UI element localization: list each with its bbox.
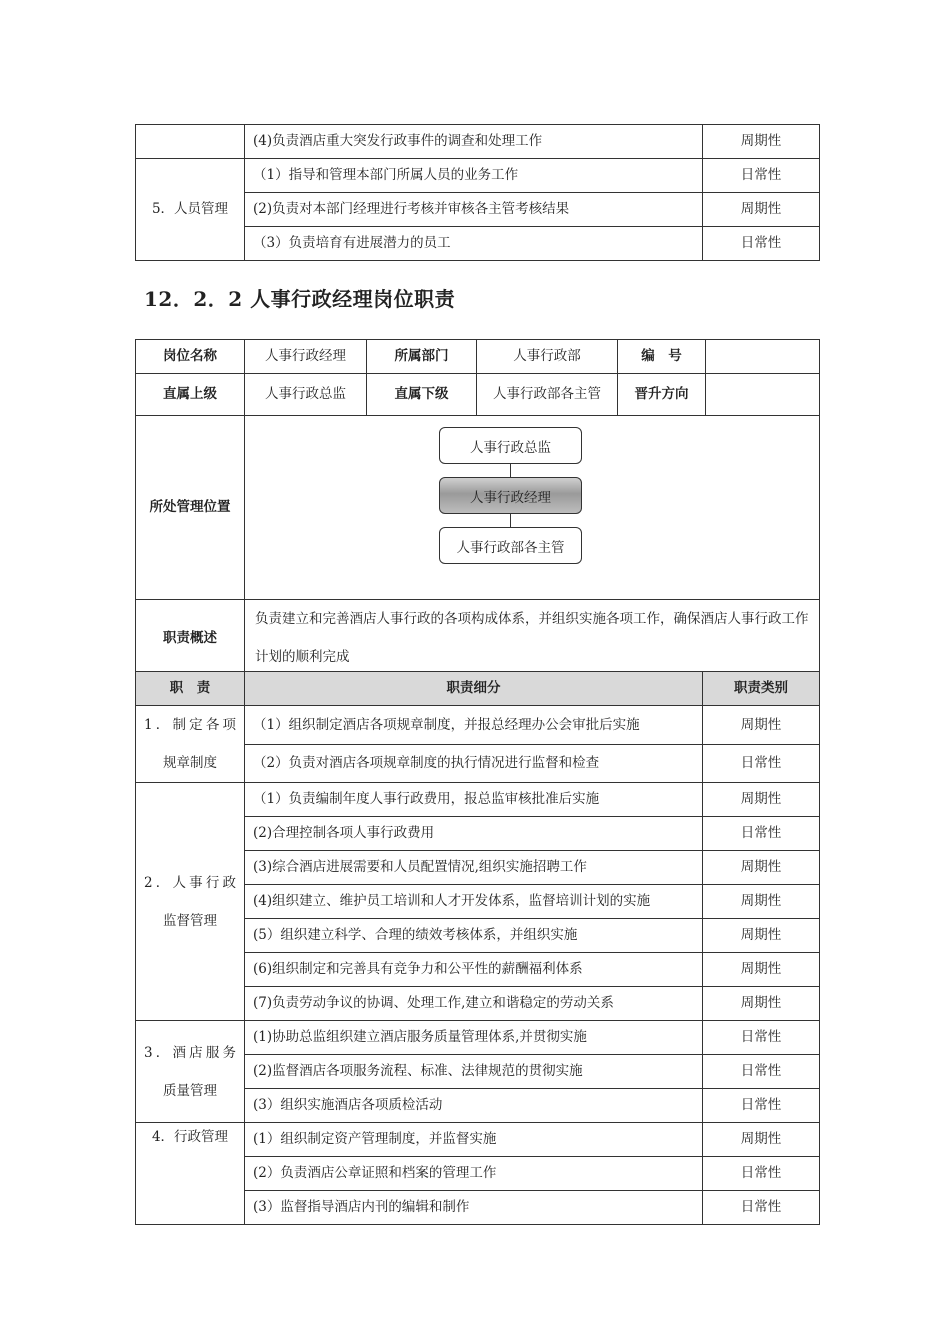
duty-type: 周期性 <box>703 919 820 953</box>
section-heading: 12．2．2 人事行政经理岗位职责 <box>144 287 456 311</box>
duty-detail: （2）负责对酒店各项规章制度的执行情况进行监督和检查 <box>245 744 703 783</box>
duty-type: 周期性 <box>703 706 820 745</box>
duty-detail: （1）组织制定酒店各项规章制度，并报总经理办公会审批后实施 <box>245 706 703 745</box>
duty-type: 周期性 <box>703 1123 820 1157</box>
responsibilities-table <box>135 671 820 1225</box>
duty-type: 周期性 <box>703 193 820 227</box>
category-line: 2．人事行政 <box>144 874 236 891</box>
superior-value: 人事行政总监 <box>245 374 367 416</box>
category-line: 规章制度 <box>163 755 217 771</box>
duty-type: 日常性 <box>703 817 820 851</box>
duty-detail: （1）指导和管理本部门所属人员的业务工作 <box>245 159 703 193</box>
category-cell <box>136 1123 245 1225</box>
category-cell <box>136 783 245 1021</box>
duty-detail: (7)负责劳动争议的协调、处理工作,建立和谐稳定的劳动关系 <box>245 987 703 1021</box>
duty-type: 日常性 <box>703 1191 820 1225</box>
category-line: 质量管理 <box>163 1082 217 1099</box>
dept-value: 人事行政部 <box>477 340 618 374</box>
duty-type: 日常性 <box>703 1021 820 1055</box>
duty-detail: (2)合理控制各项人事行政费用 <box>245 817 703 851</box>
category-line: 1．制定各项 <box>144 717 236 733</box>
table-row <box>136 1123 820 1157</box>
duty-detail: (4)组织建立、维护员工培训和人才开发体系，监督培训计划的实施 <box>245 885 703 919</box>
category-cell <box>136 1021 245 1123</box>
duty-detail: (3）组织实施酒店各项质检活动 <box>245 1089 703 1123</box>
duty-type: 日常性 <box>703 159 820 193</box>
duty-detail: (2)监督酒店各项服务流程、标准、法律规范的贯彻实施 <box>245 1055 703 1089</box>
table-row <box>136 340 820 374</box>
duty-detail: (2)负责对本部门经理进行考核并审核各主管考核结果 <box>245 193 703 227</box>
header-category: 职 责 <box>136 672 245 706</box>
category-line: 监督管理 <box>163 912 217 929</box>
duty-detail: （3）负责培育有进展潜力的员工 <box>245 227 703 261</box>
table-header-row <box>136 672 820 706</box>
duty-detail: (4)负责酒店重大突发行政事件的调查和处理工作 <box>245 125 703 159</box>
summary-label: 职责概述 <box>136 600 245 677</box>
duty-detail: (3)综合酒店进展需要和人员配置情况,组织实施招聘工作 <box>245 851 703 885</box>
duty-type: 日常性 <box>703 1157 820 1191</box>
category-cell: 5．人员管理 <box>136 159 245 261</box>
duty-type: 日常性 <box>703 227 820 261</box>
duty-type: 日常性 <box>703 744 820 783</box>
subordinate-label: 直属下级 <box>367 374 477 416</box>
duty-type: 周期性 <box>703 987 820 1021</box>
duty-detail: (1)协助总监组织建立酒店服务质量管理体系,并贯彻实施 <box>245 1021 703 1055</box>
duty-detail: (1）组织制定资产管理制度，并监督实施 <box>245 1123 703 1157</box>
org-box-supervisors: 人事行政部各主管 <box>439 527 582 564</box>
duty-type: 日常性 <box>703 1089 820 1123</box>
table-row <box>136 706 820 745</box>
summary-text: 负责建立和完善酒店人事行政的各项构成体系，并组织实施各项工作，确保酒店人事行政工作计划的顺利完成 <box>245 600 820 677</box>
dept-label: 所属部门 <box>367 340 477 374</box>
org-connector <box>510 514 511 528</box>
duty-detail: (3）监督指导酒店内刊的编辑和制作 <box>245 1191 703 1225</box>
org-position-label: 所处管理位置 <box>136 416 245 600</box>
table-row <box>136 125 820 159</box>
org-connector <box>510 464 511 478</box>
table-row <box>136 783 820 817</box>
duty-detail: （1）负责编制年度人事行政费用，报总监审核批准后实施 <box>245 783 703 817</box>
org-box-director: 人事行政总监 <box>439 427 582 464</box>
position-label: 岗位名称 <box>136 340 245 374</box>
category-cell <box>136 706 245 783</box>
header-detail: 职责细分 <box>245 672 703 706</box>
code-value <box>706 340 820 374</box>
table-row <box>136 600 820 677</box>
category-cell <box>136 125 245 159</box>
duty-type: 周期性 <box>703 783 820 817</box>
duty-type: 日常性 <box>703 1055 820 1089</box>
promotion-label: 晋升方向 <box>618 374 706 416</box>
superior-label: 直属上级 <box>136 374 245 416</box>
table-row <box>136 159 820 193</box>
previous-duties-table <box>135 124 820 261</box>
duty-type: 周期性 <box>703 851 820 885</box>
category-line: 3．酒店服务 <box>144 1044 236 1061</box>
duty-type: 周期性 <box>703 953 820 987</box>
duty-type: 周期性 <box>703 125 820 159</box>
duty-detail: (5）组织建立科学、合理的绩效考核体系，并组织实施 <box>245 919 703 953</box>
category-line: 4．行政管理 <box>151 1129 229 1145</box>
table-row <box>136 1021 820 1055</box>
duty-detail: (2）负责酒店公章证照和档案的管理工作 <box>245 1157 703 1191</box>
promotion-value <box>706 374 820 416</box>
subordinate-value: 人事行政部各主管 <box>477 374 618 416</box>
position-value: 人事行政经理 <box>245 340 367 374</box>
table-row <box>136 374 820 416</box>
code-label: 编 号 <box>618 340 706 374</box>
header-type: 职责类别 <box>703 672 820 706</box>
duty-type: 周期性 <box>703 885 820 919</box>
duty-detail: (6)组织制定和完善具有竞争力和公平性的薪酬福利体系 <box>245 953 703 987</box>
org-box-manager: 人事行政经理 <box>439 477 582 514</box>
